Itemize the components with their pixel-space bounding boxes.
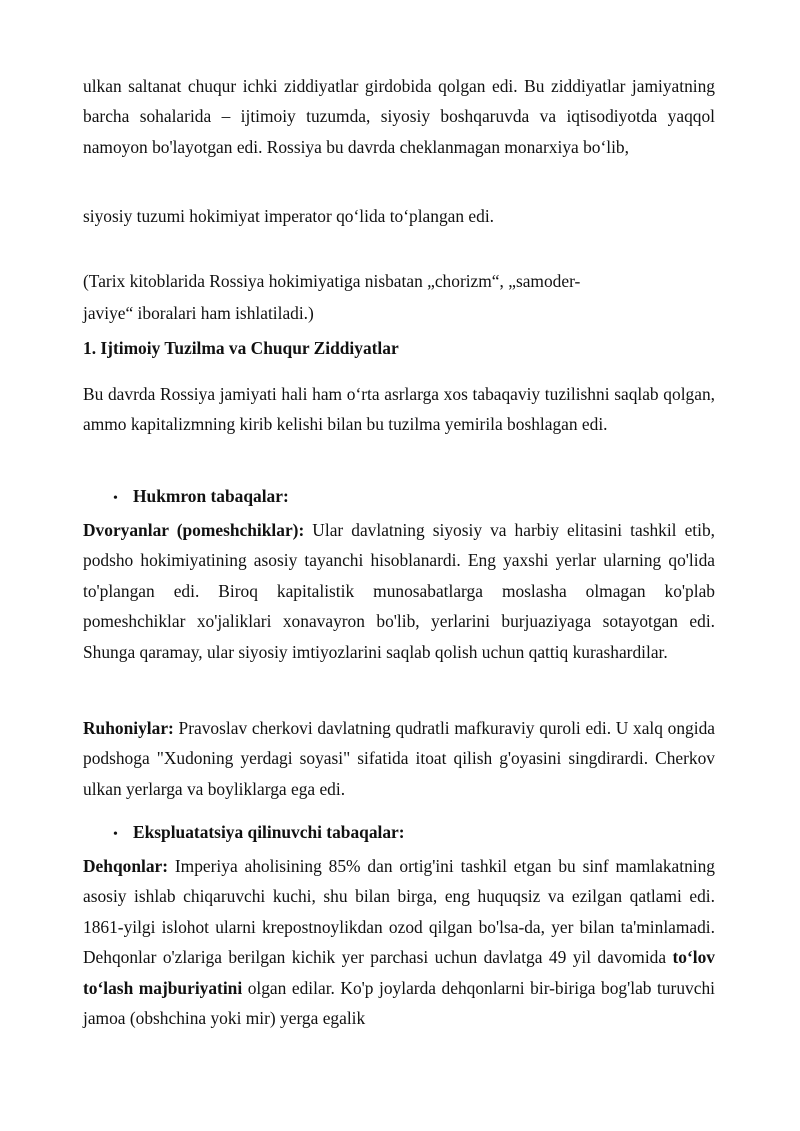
note-line-2: javiye“ iboralari ham ishlatiladi.) — [83, 303, 314, 323]
paragraph-dehqonlar — [83, 851, 715, 1033]
bullet-icon: • — [113, 827, 118, 842]
term-dehqonlar: Dehqonlar: — [83, 856, 169, 876]
bullet-ruling-classes — [113, 485, 289, 510]
paragraph-intro: Bu davrda Rossiya jamiyati hali ham o‘rta asrlarga xos tabaqaviy tuzilishni saqlab qolgan, ammo kapitalizmning kirib kelishi bilan bu tuzilma yemirila boshlagan edi. — [83, 384, 715, 435]
paragraph-opening: ulkan saltanat chuqur ichki ziddiyatlar girdobida qolgan edi. Bu ziddiyatlar jamiyatning barcha sohalarida – ijtimoiy tuzumda, siyosiy boshqaruvda va iqtisodiyotda yaqqol namoyon bo'layotgan edi. Rossiya bu davrda cheklanmagan monarxiya bo‘lib, — [83, 76, 715, 157]
bullet-icon: • — [113, 491, 118, 506]
term-ruhoniylar: Ruhoniylar: — [83, 718, 174, 738]
paragraph-dvoryanlar — [83, 515, 715, 667]
text-dehqonlar-a: Imperiya aholisining 85% dan ortig'ini tashkil etgan bu sinf mamlakatning asosiy ishlab chiqaruvchi kuchi, shu bilan birga, eng huquqsiz va ezilgan qatlami edi. 1861-yilgi islohot ularni krepostnoylikdan ozod qilgan bo'lsa-da, yer bilan ta'minlamadi. Dehqonlar o'zlariga berilgan kichik yer parchasi uchun davlatga 49 yil davomida — [83, 856, 715, 968]
bullet-label: Ekspluatatsiya qilinuvchi tabaqalar: — [133, 822, 405, 842]
paragraph-ruhoniylar — [83, 713, 715, 804]
bullet-exploited-classes — [113, 821, 405, 846]
section-heading: 1. Ijtimoiy Tuzilma va Chuqur Ziddiyatlar — [83, 338, 399, 358]
term-dvoryanlar: Dvoryanlar (pomeshchiklar): — [83, 520, 305, 540]
bullet-label: Hukmron tabaqalar: — [133, 486, 289, 506]
paragraph-opening-continuation: siyosiy tuzumi hokimiyat imperator qo‘lida to‘plangan edi. — [83, 206, 495, 226]
text-dehqonlar-b: olgan edilar. Ko'p joylarda dehqonlarni bir-biriga bog'lab turuvchi jamoa (obshchina yoki mir) yerga egalik — [83, 977, 715, 1029]
text-ruhoniylar: Pravoslav cherkovi davlatning qudratli mafkuraviy quroli edi. U xalq ongida podshoga "Xudoning yerdagi soyasi" sifatida itoat qilish g'oyasini singdirardi. Cherkov ulkan yerlarga va boyliklarga ega edi. — [83, 718, 715, 799]
text-dehqonlar-bold: to‘lov to‘lash majburiyatini — [83, 947, 715, 998]
note-line-1: (Tarix kitoblarida Rossiya hokimiyatiga nisbatan „chorizm“, „samoder- — [83, 271, 581, 291]
text-dvoryanlar: Ular davlatning siyosiy va harbiy elitasini tashkil etib, podsho hokimiyatining asosiy tayanchi hisoblanardi. Eng yaxshi yerlar ularning qo'lida to'plangan edi. Biroq kapitalistik munosabatlarga moslasha olmagan ko'plab pomeshchiklar xo'jaliklari xonavayron bo'lib, yerlarini burjuaziyaga sotayotgan edi. Shunga qaramay, ular siyosiy imtiyozlarini saqlab qolish uchun qattiq kurashardilar. — [83, 520, 715, 662]
